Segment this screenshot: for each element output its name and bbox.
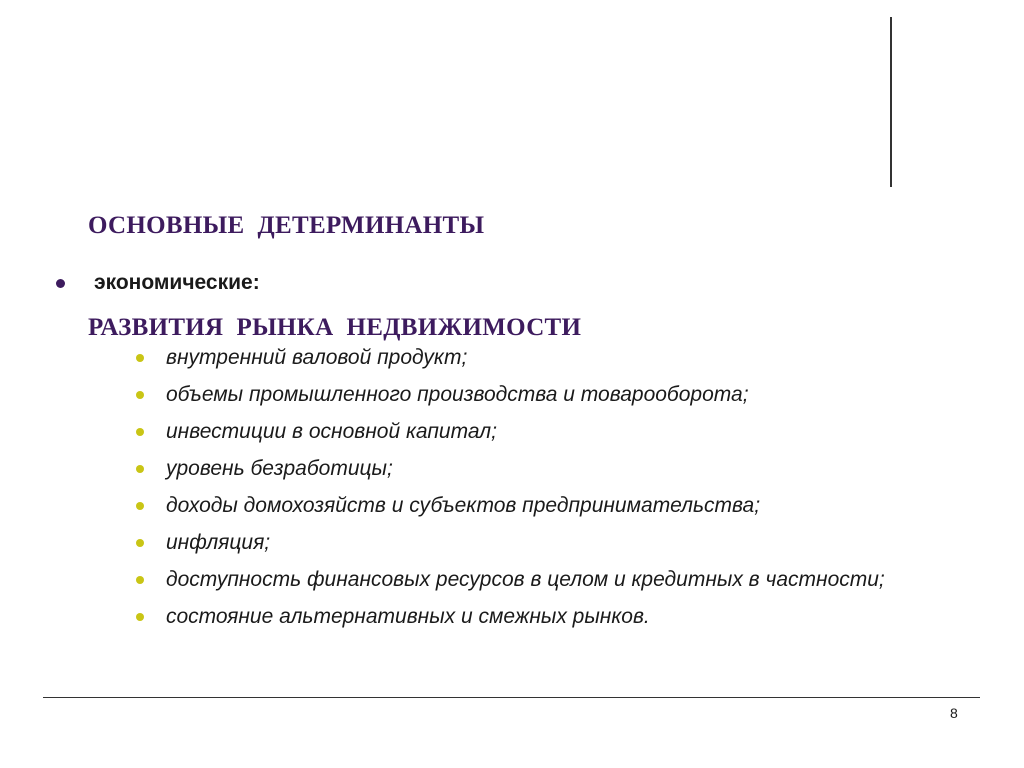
sub-bullet-icon — [136, 539, 144, 547]
sub-bullet-icon — [136, 502, 144, 510]
sub-list-item — [134, 565, 914, 594]
sub-list-item — [134, 454, 914, 483]
sub-list — [134, 343, 914, 639]
sub-bullet-icon — [136, 428, 144, 436]
sub-list-item-label: уровень безработицы; — [166, 457, 393, 480]
page-number: 8 — [950, 705, 958, 721]
sub-list-item-label: инвестиции в основной капитал; — [166, 420, 497, 443]
sub-list-item — [134, 417, 914, 446]
slide-title-line-1: ОСНОВНЫЕ ДЕТЕРМИНАНТЫ — [88, 212, 485, 239]
sub-list-item-label: внутренний валовой продукт; — [166, 346, 468, 369]
vertical-divider — [890, 17, 892, 187]
sub-list-item — [134, 602, 914, 631]
sub-bullet-icon — [136, 465, 144, 473]
sub-list-item — [134, 491, 914, 520]
slide-title-line-2: РАЗВИТИЯ РЫНКА НЕДВИЖИМОСТИ — [88, 314, 582, 341]
sub-list-item-label: объемы промышленного производства и товарооборота; — [166, 383, 749, 406]
main-list-item-label: экономические: — [94, 271, 260, 294]
footer-divider — [43, 697, 980, 698]
sub-list-item-label: инфляция; — [166, 531, 271, 554]
sub-bullet-icon — [136, 354, 144, 362]
sub-bullet-icon — [136, 576, 144, 584]
main-bullet-icon — [56, 279, 65, 288]
sub-list-item-label: доходы домохозяйств и субъектов предпринимательства; — [166, 494, 761, 517]
sub-bullet-icon — [136, 391, 144, 399]
sub-list-item — [134, 343, 914, 372]
sub-list-item — [134, 528, 914, 557]
sub-list-item-label: состояние альтернативных и смежных рынков. — [166, 605, 650, 628]
sub-bullet-icon — [136, 613, 144, 621]
main-list-item — [56, 271, 260, 295]
sub-list-item — [134, 380, 914, 409]
sub-list-item-label: доступность финансовых ресурсов в целом и кредитных в частности; — [166, 568, 885, 591]
